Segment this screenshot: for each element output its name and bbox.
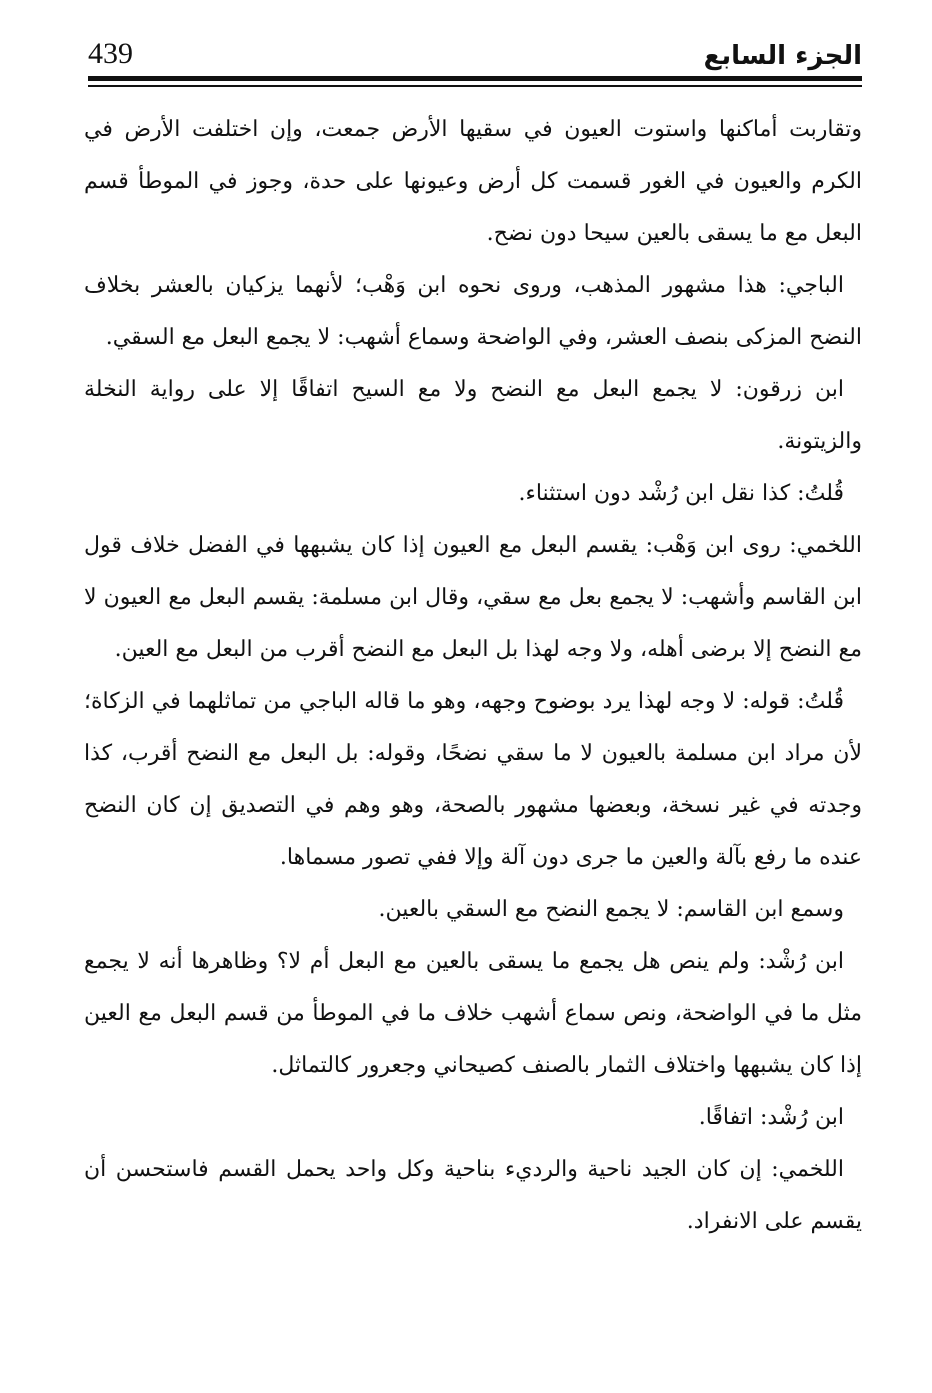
paragraph: الباجي: هذا مشهور المذهب، وروى نحوه ابن وَهْب؛ لأنهما يزكيان بالعشر بخلاف النضح المزكى بنصف العشر، وفي الواضحة وسماع أشهب: لا يجمع البعل مع السقي.: [84, 273, 862, 350]
page-header: [88, 30, 862, 74]
running-title: الجزء السابع: [703, 41, 862, 71]
paragraph: اللخمي: روى ابن وَهْب: يقسم البعل مع العيون إذا كان يشبهها في الفضل خلاف قول ابن القاسم وأشهب: لا يجمع بعل مع سقي، وقال ابن مسلمة: يقسم البعل مع العيون لا مع النضح إلا برضى أهله، ولا وجه لهذا بل البعل مع النضح أقرب من البعل مع العين.: [84, 533, 862, 662]
header-rule-thick: [88, 76, 862, 81]
header-rule-thin: [88, 85, 862, 87]
paragraph: وسمع ابن القاسم: لا يجمع النضح مع السقي بالعين.: [378, 897, 844, 922]
paragraph: ابن رُشْد: ولم ينص هل يجمع ما يسقى بالعين مع البعل أم لا؟ وظاهرها أنه لا يجمع مثل ما في الواضحة، ونص سماع أشهب خلاف ما في الموطأ من قسم البعل مع العين إذا كان يشبهها واختلاف الثمار بالصنف كصيحاني وجعرور كالتماثل.: [84, 949, 862, 1078]
page-number: 439: [88, 37, 133, 70]
paragraph: وتقاربت أماكنها واستوت العيون في سقيها الأرض جمعت، وإن اختلفت الأرض في الكرم والعيون في الغور قسمت كل أرض وعيونها على حدة، وجوز في الموطأ قسم البعل مع ما يسقى بالعين سيحا دون نضح.: [84, 117, 862, 246]
paragraph: قُلتُ: كذا نقل ابن رُشْد دون استثناء.: [518, 481, 844, 506]
paragraph: ابن زرقون: لا يجمع البعل مع النضح ولا مع السيح اتفاقًا إلا على رواية النخلة والزيتونة.: [84, 377, 862, 454]
body-text: [84, 104, 862, 1374]
paragraph: اللخمي: إن كان الجيد ناحية والرديء بناحية وكل واحد يحمل القسم فاستحسن أن يقسم على الانفراد.: [84, 1157, 862, 1234]
paragraph: قُلتُ: قوله: لا وجه لهذا يرد بوضوح وجهه، وهو ما قاله الباجي من تماثلهما في الزكاة؛ لأن مراد ابن مسلمة بالعيون لا ما سقي نضحًا، وقوله: بل البعل مع النضح أقرب، كذا وجدته في غير نسخة، وبعضها مشهور بالصحة، وهو وهم في التصديق إن كان النضح عنده ما رفع بآلة والعين ما جرى دون آلة وإلا ففي تصور مسماها.: [84, 689, 862, 870]
paragraph: ابن رُشْد: اتفاقًا.: [698, 1105, 844, 1130]
